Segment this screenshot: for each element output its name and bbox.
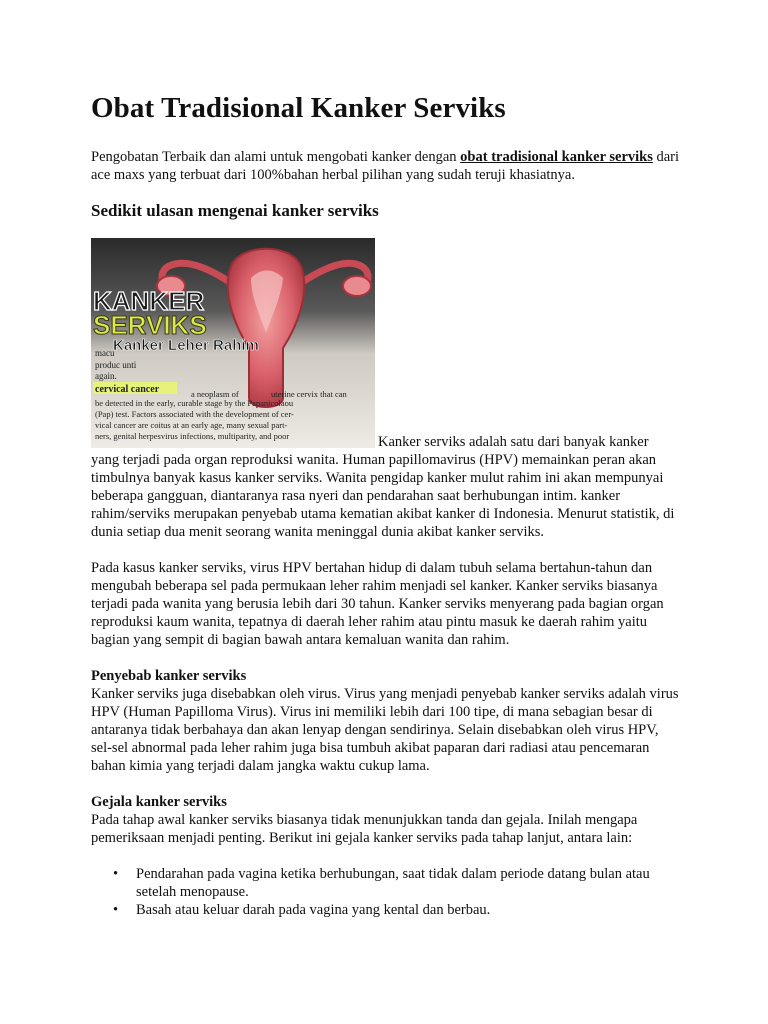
section-gejala xyxy=(91,793,681,847)
dict-text: (Pap) test. Factors associated with the development of cer- xyxy=(95,409,294,419)
list-item-text: Basah atau keluar darah pada vagina yang kental dan berbau. xyxy=(136,902,491,918)
dict-text: cervical cancer xyxy=(95,384,160,395)
dict-text: produc unti xyxy=(95,360,137,370)
figure-line-kanker: KANKER xyxy=(93,286,205,316)
section-heading: Sedikit ulasan mengenai kanker serviks xyxy=(91,201,379,220)
symptom-list xyxy=(91,865,681,919)
dict-text: macu xyxy=(95,348,115,358)
intro-link[interactable]: obat tradisional kanker serviks xyxy=(460,149,653,165)
figure-line-serviks: SERVIKS xyxy=(93,310,207,340)
bullet-icon: • xyxy=(113,902,119,918)
section-heading: Penyebab kanker serviks xyxy=(91,668,247,684)
paragraph-2: Pada kasus kanker serviks, virus HPV bertahan hidup di dalam tubuh selama bertahun-tahun dan mengubah beberapa sel pada permukaan leher rahim menjadi sel kanker. Kanker serviks biasanya terjadi pada wanita yang berusia lebih dari 30 tahun. Kanker serviks menyerang pada bagian organ reproduksi kaum wanita, tepatnya di daerah leher rahim atau pintu masuk ke daerah rahim yaitu bagian yang sempit di bagian bawah antara kemaluan wanita dan rahim. xyxy=(91,560,664,648)
dict-text: uterine cervix that can xyxy=(271,389,347,399)
figure-line-leher-rahim: Kanker Leher Rahim xyxy=(113,337,259,354)
paragraph-1: yang terjadi pada organ reproduksi wanita. Human papillomavirus (HPV) memainkan peran akan timbulnya banyak kasus kanker serviks. Wanita pengidap kanker mulut rahim ini akan mempunyai beberapa gangguan, diantaranya rasa nyeri dan pendarahan saat berhubungan intim. kanker rahim/serviks merupakan penyebab utama kematian akibat kanker di Indonesia. Menurut statistik, di dunia setiap dua menit seorang wanita meninggal dunia akibat kanker serviks. xyxy=(91,452,675,540)
dict-text: again. xyxy=(95,371,117,381)
section-penyebab xyxy=(91,667,681,775)
dict-text: be detected in the early, curable stage by the Papanicolaou xyxy=(95,398,294,408)
intro-text-after: dari ace maxs yang terbuat dari 100%bahan herbal pilihan yang sudah teruji khasiatnya. xyxy=(91,149,680,183)
page-title: Obat Tradisional Kanker Serviks xyxy=(91,92,506,124)
section-text: Kanker serviks juga disebabkan oleh virus. Virus yang menjadi penyebab kanker serviks adalah virus HPV (Human Papilloma Virus). Virus ini memiliki lebih dari 100 tipe, di mana sebagian besar di antaranya tidak berbahaya dan akan lenyap dengan sendirinya. Selain disebabkan oleh virus HPV, sel-sel abnormal pada leher rahim juga bisa tumbuh akibat paparan dari radiasi atau pencemaran bahan kimia yang terjadi dalam jangka waktu cukup lama. xyxy=(91,686,679,774)
list-item xyxy=(91,865,681,901)
section-heading: Gejala kanker serviks xyxy=(91,794,227,810)
bullet-icon: • xyxy=(113,866,119,882)
cervical-cancer-illustration xyxy=(91,238,375,448)
intro-text-before: Pengobatan Terbaik dan alami untuk mengobati kanker dengan xyxy=(91,149,461,165)
dict-text: ners, genital herpesvirus infections, multiparity, and poor xyxy=(95,431,290,441)
list-item xyxy=(91,901,681,919)
intro-paragraph xyxy=(91,148,681,184)
section-text: Pada tahap awal kanker serviks biasanya tidak menunjukkan tanda dan gejala. Inilah mengapa pemeriksaan menjadi penting. Berikut ini gejala kanker serviks pada tahap lanjut, antara lain: xyxy=(91,812,638,846)
article-image xyxy=(91,238,375,448)
list-item-text: Pendarahan pada vagina ketika berhubungan, saat tidak dalam periode datang bulan atau setelah menopause. xyxy=(136,866,650,900)
dict-text: a neoplasm of xyxy=(191,389,239,399)
dict-text: vical cancer are coitus at an early age, many sexual part- xyxy=(95,420,288,430)
paragraph-1-first-line: Kanker serviks adalah satu dari banyak kanker xyxy=(378,434,649,450)
